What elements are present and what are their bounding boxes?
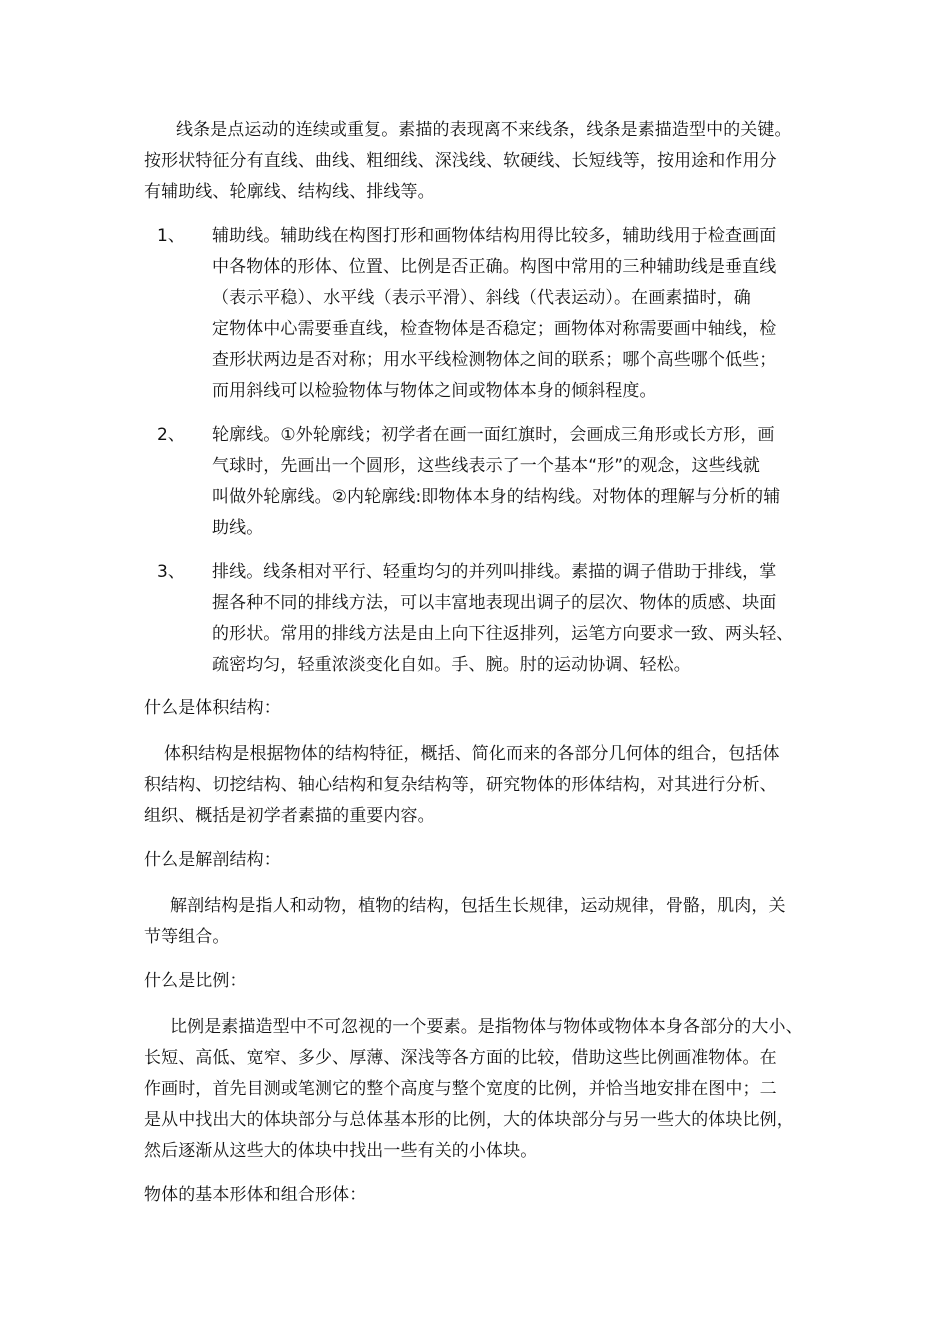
- section-line: 作画时，首先目测或笔测它的整个高度与整个宽度的比例，并恰当地安排在图中；二: [144, 1079, 777, 1099]
- list-item-line: （表示平稳）、水平线（表示平滑）、斜线（代表运动）。在画素描时，确: [212, 288, 751, 308]
- section-line: 积结构、切挖结构、轴心结构和复杂结构等，研究物体的形体结构，对其进行分析、: [144, 775, 777, 795]
- list-item-line: 气球时，先画出一个圆形，这些线表示了一个基本“形”的观念，这些线就: [212, 456, 760, 476]
- list-number: 2、: [157, 425, 185, 445]
- list-item-line: 查形状两边是否对称；用水平线检测物体之间的联系；哪个高些哪个低些；: [212, 350, 777, 370]
- list-item-line: 疏密均匀，轻重浓淡变化自如。手、腕。肘的运动协调、轻松。: [212, 655, 691, 675]
- list-item-line: 握各种不同的排线方法，可以丰富地表现出调子的层次、物体的质感、块面: [212, 593, 777, 613]
- list-item-line: 助线。: [212, 518, 264, 538]
- section-line: 体积结构是根据物体的结构特征，概括、简化而来的各部分几何体的组合，包括体: [164, 744, 780, 764]
- list-item-line: 叫做外轮廓线。②内轮廓线:即物体本身的结构线。对物体的理解与分析的辅: [212, 487, 781, 507]
- list-item-line: 的形状。常用的排线方法是由上向下往返排列，运笔方向要求一致、两头轻、: [212, 624, 794, 644]
- section-line: 然后逐渐从这些大的体块中找出一些有关的小体块。: [144, 1141, 538, 1161]
- list-item-line: 中各物体的形体、位置、比例是否正确。构图中常用的三种辅助线是垂直线: [212, 257, 777, 277]
- intro-line: 按形状特征分有直线、曲线、粗细线、深浅线、软硬线、长短线等，按用途和作用分: [144, 151, 777, 171]
- list-number: 1、: [157, 226, 185, 246]
- section-heading: 什么是比例：: [144, 971, 247, 991]
- section-line: 比例是素描造型中不可忽视的一个要素。是指物体与物体或物体本身各部分的大小、: [170, 1017, 803, 1037]
- section-heading: 什么是体积结构：: [144, 698, 281, 718]
- list-item-line: 而用斜线可以检验物体与物体之间或物体本身的倾斜程度。: [212, 381, 657, 401]
- intro-line: 线条是点运动的连续或重复。素描的表现离不来线条，线条是素描造型中的关键。: [176, 120, 792, 140]
- list-item-line: 定物体中心需要垂直线，检查物体是否稳定；画物体对称需要画中轴线，检: [212, 319, 777, 339]
- section-line: 组织、概括是初学者素描的重要内容。: [144, 806, 435, 826]
- section-line: 长短、高低、宽窄、多少、厚薄、深浅等各方面的比较，借助这些比例画准物体。在: [144, 1048, 777, 1068]
- list-item-line: 排线。线条相对平行、轻重均匀的并列叫排线。素描的调子借助于排线，掌: [212, 562, 777, 582]
- list-number: 3、: [157, 562, 185, 582]
- section-line: 节等组合。: [144, 927, 230, 947]
- section-heading: 物体的基本形体和组合形体：: [144, 1185, 367, 1205]
- section-heading: 什么是解剖结构：: [144, 850, 281, 870]
- list-item-line: 辅助线。辅助线在构图打形和画物体结构用得比较多，辅助线用于检查画面: [212, 226, 777, 246]
- intro-line: 有辅助线、轮廓线、结构线、排线等。: [144, 182, 435, 202]
- list-item-line: 轮廓线。①外轮廓线；初学者在画一面红旗时，会画成三角形或长方形，画: [212, 425, 775, 445]
- section-line: 是从中找出大的体块部分与总体基本形的比例，大的体块部分与另一些大的体块比例，: [144, 1110, 794, 1130]
- section-line: 解剖结构是指人和动物，植物的结构，包括生长规律，运动规律，骨骼，肌肉，关: [170, 896, 786, 916]
